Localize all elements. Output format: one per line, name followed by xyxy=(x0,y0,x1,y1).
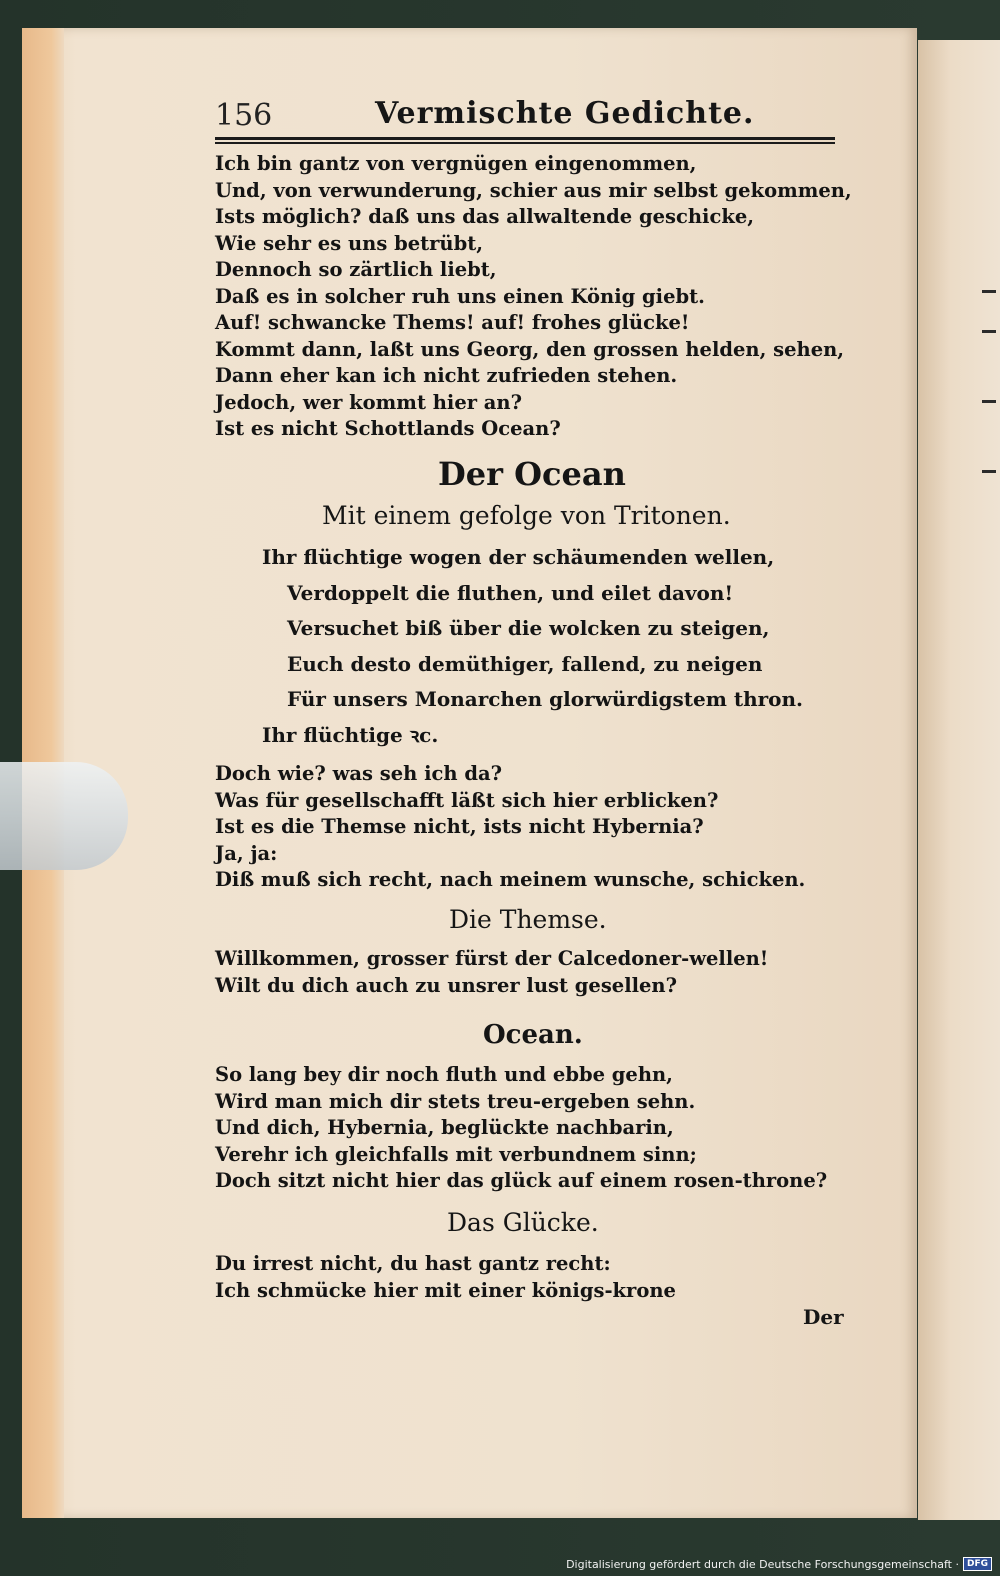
stanza-5 xyxy=(215,1251,835,1304)
catchword: Der xyxy=(803,1305,844,1329)
header-rule xyxy=(215,137,835,140)
text-line: Wie sehr es uns betrübt, xyxy=(215,231,484,255)
text-line: Ist es die Themse nicht, ists nicht Hybernia? xyxy=(215,815,704,838)
running-title: Vermischte Gedichte. xyxy=(375,96,755,131)
verse-line: Euch desto demüthiger, fallend, zu neigen xyxy=(287,651,763,676)
digitization-credit xyxy=(566,1556,992,1572)
text-line: Auf! schwancke Thems! auf! frohes glücke! xyxy=(215,311,690,334)
stanza-2 xyxy=(215,761,835,894)
page-clip xyxy=(0,762,128,870)
dfg-logo-icon: DFG xyxy=(963,1557,992,1571)
text-line: Was für gesellschafft läßt sich hier erblicken? xyxy=(215,788,719,812)
facing-page-mark xyxy=(982,330,996,333)
text-line: Ja, ja: xyxy=(215,841,278,865)
speaker-heading-gluecke: Das Glücke. xyxy=(447,1208,599,1237)
text-line: Du irrest nicht, du hast gantz recht: xyxy=(215,1252,611,1275)
text-line: Verehr ich gleichfalls mit verbundnem sinn; xyxy=(215,1142,697,1166)
text-line: So lang bey dir noch fluth und ebbe gehn, xyxy=(215,1063,673,1086)
speaker-subheading: Mit einem gefolge von Tritonen. xyxy=(322,501,731,530)
text-line: Diß muß sich recht, nach meinem wunsche, schicken. xyxy=(215,868,806,891)
speaker-heading-themse: Die Themse. xyxy=(449,905,607,934)
text-line: Doch sitzt nicht hier das glück auf einem rosen-throne? xyxy=(215,1169,828,1192)
text-line: Jedoch, wer kommt hier an? xyxy=(215,390,523,414)
stanza-1 xyxy=(215,151,852,443)
speaker-heading-ocean-2: Ocean. xyxy=(483,1020,583,1050)
verse-refrain: Ihr flüchtige ꝛc. xyxy=(262,722,439,747)
text-line: Ich schmücke hier mit einer königs-krone xyxy=(215,1278,676,1302)
facing-page-mark xyxy=(982,290,996,293)
text-line: Doch wie? was seh ich da? xyxy=(215,762,503,785)
text-line: Ists möglich? daß uns das allwaltende geschicke, xyxy=(215,205,755,228)
verse-line: Ihr flüchtige wogen der schäumenden wellen, xyxy=(262,545,775,569)
verse-line: Verdoppelt die fluthen, und eilet davon! xyxy=(287,580,734,605)
header-rule xyxy=(215,142,835,144)
text-line: Wird man mich dir stets treu-ergeben sehn. xyxy=(215,1089,696,1113)
page-header xyxy=(215,92,835,138)
text-line: Und dich, Hybernia, beglückte nachbarin, xyxy=(215,1116,674,1139)
text-line: Dennoch so zärtlich liebt, xyxy=(215,258,497,281)
credit-text: Digitalisierung gefördert durch die Deutsche Forschungsgemeinschaft · xyxy=(566,1557,959,1571)
speaker-heading-ocean: Der Ocean xyxy=(438,455,626,493)
page-number: 156 xyxy=(215,98,273,133)
stanza-3 xyxy=(215,946,835,999)
verse-aria xyxy=(262,540,822,753)
facing-page-edge xyxy=(918,40,1000,1520)
text-line: Ich bin gantz von vergnügen eingenommen, xyxy=(215,152,697,175)
facing-page-mark xyxy=(982,400,996,403)
verse-line: Versuchet biß über die wolcken zu steigen, xyxy=(287,616,770,640)
text-line: Willkommen, grosser fürst der Calcedoner-wellen! xyxy=(215,947,769,970)
stanza-4 xyxy=(215,1062,835,1195)
text-line: Dann eher kan ich nicht zufrieden stehen. xyxy=(215,364,678,387)
facing-page-mark xyxy=(982,470,996,473)
text-line: Kommt dann, laßt uns Georg, den grossen helden, sehen, xyxy=(215,337,845,361)
verse-line: Für unsers Monarchen glorwürdigstem thron. xyxy=(287,687,804,711)
text-line: Und, von verwunderung, schier aus mir selbst gekommen, xyxy=(215,178,852,202)
text-line: Wilt du dich auch zu unsrer lust gesellen? xyxy=(215,973,678,997)
text-line: Daß es in solcher ruh uns einen König giebt. xyxy=(215,284,705,308)
text-line: Ist es nicht Schottlands Ocean? xyxy=(215,417,561,440)
